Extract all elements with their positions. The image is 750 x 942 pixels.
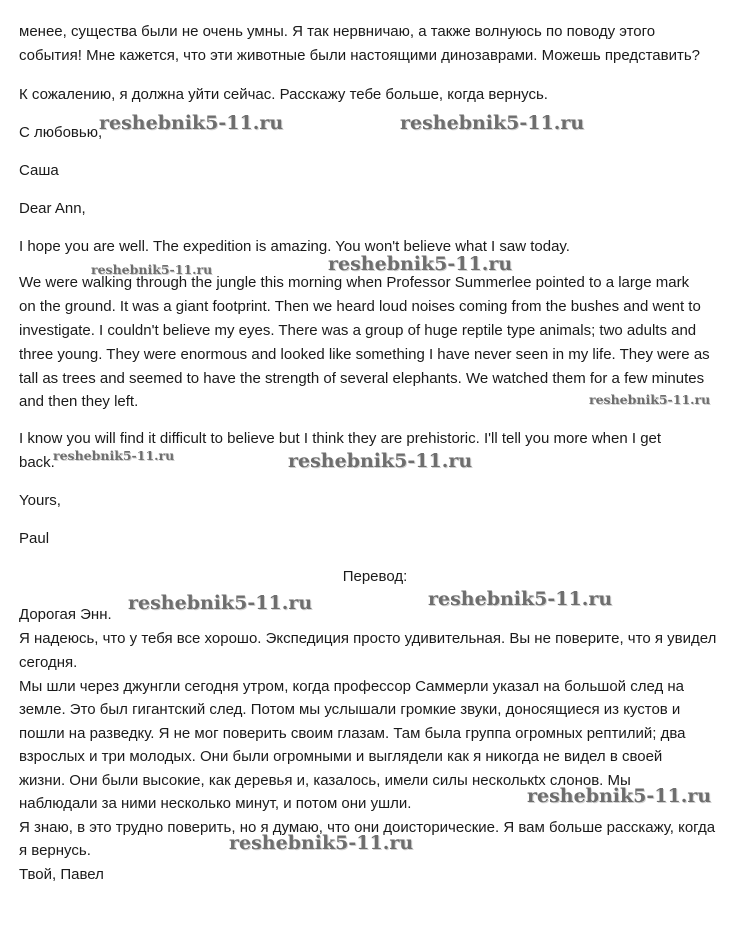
english-paragraph-line: and then they left. [19, 393, 139, 410]
translation-line: сегодня. [19, 654, 78, 671]
english-paragraph-line: back. [19, 454, 55, 471]
translation-greeting: Дорогая Энн. [19, 606, 112, 623]
watermark: reshebnik5-11.ru [91, 262, 213, 277]
russian-letter-signature: Саша [19, 162, 59, 179]
watermark: reshebnik5-11.ru [527, 785, 712, 807]
english-paragraph-line: investigate. I couldn't believe my eyes. There was a group of huge reptile type animals; two adults and [19, 322, 697, 339]
watermark: reshebnik5-11.ru [589, 392, 711, 407]
english-paragraph-line: on the ground. It was a giant footprint. Then we heard loud noises coming from the bushes and went to [19, 298, 701, 315]
watermark: reshebnik5-11.ru [328, 253, 513, 275]
english-letter-signature: Paul [19, 530, 50, 547]
russian-letter-line: К сожалению, я должна уйти сейчас. Расскажу тебе больше, когда вернусь. [19, 86, 548, 103]
translation-line: я вернусь. [19, 842, 91, 859]
translation-line: Я надеюсь, что у тебя все хорошо. Экспедиция просто удивительная. Вы не поверите, что я увидел [19, 630, 717, 647]
russian-letter-line: события! Мне кажется, что эти животные были настоящими динозаврами. Можешь представить? [19, 47, 700, 64]
translation-line: Я знаю, в это трудно поверить, но я думаю, что они доисторические. Я вам больше расскажу, когда [19, 819, 716, 836]
translation-line: наблюдали за ними несколько минут, и потом они ушли. [19, 795, 412, 812]
translation-line: Мы шли через джунгли сегодня утром, когда профессор Саммерли указал на большой след на [19, 678, 685, 695]
translation-line: пошли на разведку. Я не мог поверить своим глазам. Там была группа огромных рептилий; два [19, 725, 686, 742]
watermark: reshebnik5-11.ru [53, 448, 175, 463]
translation-line: взрослых и три молодых. Они были огромными и выглядели как я никогда не видел в своей [19, 748, 663, 765]
english-letter-closing: Yours, [19, 492, 61, 509]
watermark: reshebnik5-11.ru [428, 588, 613, 610]
english-paragraph-line: three young. They were enormous and looked like something I have never seen in my life. They were as [19, 346, 710, 363]
translation-line: жизни. Они были высокие, как деревья и, казалось, имели силы несколькtх слонов. Мы [19, 772, 631, 789]
watermark: reshebnik5-11.ru [128, 592, 313, 614]
watermark: reshebnik5-11.ru [229, 832, 414, 854]
russian-letter-closing: С любовью, [19, 124, 103, 141]
translation-signoff: Твой, Павел [19, 866, 104, 883]
english-paragraph-line: tall as trees and seemed to have the strength of several elephants. We watched them for a few minutes [19, 370, 705, 387]
watermark: reshebnik5-11.ru [400, 112, 585, 134]
russian-letter-line: менее, существа были не очень умны. Я так нервничаю, а также волнуюсь по поводу этого [19, 23, 656, 40]
translation-line: земле. Это был гигантский след. Потом мы услышали громкие звуки, доносящиеся из кустов и [19, 701, 681, 718]
english-paragraph-line: I know you will find it difficult to believe but I think they are prehistoric. I'll tell you more when I get [19, 430, 662, 447]
english-paragraph-line: We were walking through the jungle this morning when Professor Summerlee pointed to a large mark [19, 274, 690, 291]
english-paragraph-line: I hope you are well. The expedition is amazing. You won't believe what I saw today. [19, 238, 570, 255]
watermark: reshebnik5-11.ru [99, 112, 284, 134]
english-letter-greeting: Dear Ann, [19, 200, 86, 217]
translation-heading: Перевод: [342, 568, 408, 585]
watermark: reshebnik5-11.ru [288, 450, 473, 472]
